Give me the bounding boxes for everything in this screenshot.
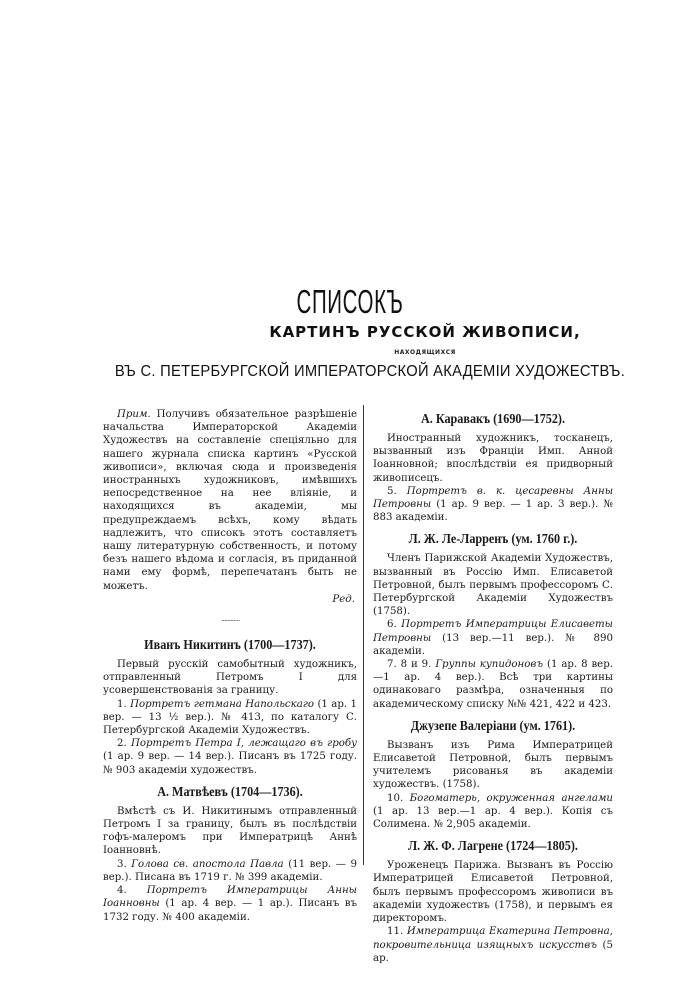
item-title: Портретъ гетмана Напольскаго xyxy=(130,698,315,710)
title-main: СПИСОКЪ xyxy=(296,283,404,320)
note-text: Получивъ обязательное разрѣшеніе начальства Императорской Академіи Художествъ на составленіе спеціяльно для нашего журнала списка картинъ «Русской живописи», включая сюда и произведенія иностранныхъ художниковъ, имѣвшихъ непосредственное на нее вліяніе, и находящихся въ академіи, мы предупреждаемъ всѣхъ, кому вѣдать надлежитъ, что списокъ этотъ составляетъ нашу литературную собственность, и потому безъ нашего вѣдома и согласія, въ приданной нами ему формѣ, перепечатанъ быть не можетъ. xyxy=(103,409,357,592)
item-text: (11 вер. — 9 вер.). Писана въ 1719 г. № 399 академіи. xyxy=(103,858,357,883)
section-heading: А. Каравакъ (1690—1752). xyxy=(420,411,566,426)
item-number: 10. xyxy=(387,792,404,804)
item-text: (1 ар. 9 вер. — 14 вер.). Писанъ въ 1725 году. № 903 академіи художествъ. xyxy=(103,751,357,776)
item-text: (1 ар. 8 вер. —1 ар. 4 вер.). Всѣ три картины одинаковаго размѣра, означенныя по академическому списку №№ 421, 422 и 423. xyxy=(373,659,613,710)
section-heading: Л. Ж. Ле-Ларренъ (ум. 1760 г.). xyxy=(408,531,578,547)
section-intro: Вмѣстѣ съ И. Никитинымъ отправленный Петромъ I за границу, былъ въ послѣдствіи гофъ-малеромъ при Императрицѣ Аннѣ Іоанновнѣ. xyxy=(103,805,357,857)
section-heading: А. Матвѣевъ (1704—1736). xyxy=(157,783,303,799)
item-text: (1 ар. 1 вер. — 13 ½ вер.). № 413, по каталогу С. Петербургской Академіи Художествъ. xyxy=(103,698,357,737)
catalog-item xyxy=(373,925,613,965)
item-text: (5 ар. xyxy=(373,939,613,964)
catalog-item xyxy=(373,792,613,832)
section-heading: Иванъ Никитинъ (1700—1737). xyxy=(144,637,316,653)
item-title: Портретъ Императрицы Анны Іоанновны xyxy=(103,885,357,910)
section-intro: Членъ Парижской Академіи Художествъ, вызванный въ Россію Имп. Елисаветой Петровной, былъ первымъ профессоромъ С. Петербургской Академіи Художествъ (1758). xyxy=(373,553,613,618)
catalog-item xyxy=(103,884,357,924)
item-number: 2. xyxy=(117,738,127,750)
item-text: (1 ар. 13 вер.—1 ар. 4 вер.). Копія съ Солимена. № 2,905 академіи. xyxy=(373,805,613,831)
column-divider xyxy=(363,405,364,865)
item-number: 7. 8 и 9. xyxy=(387,659,432,671)
catalog-item xyxy=(103,737,357,777)
item-number: 5. xyxy=(387,485,397,497)
item-text: (1 ар. 9 вер. — 1 ар. 3 вер.). № 883 академіи. xyxy=(373,499,613,524)
item-title: Богоматерь, окруженная ангелами xyxy=(409,792,613,804)
catalog-item xyxy=(373,618,613,658)
item-title: Портретъ Петра I, лежащаго въ гробу xyxy=(130,738,357,750)
title-subtitle: КАРТИНЪ РУССКОЙ ЖИВОПИСИ, xyxy=(269,323,581,341)
item-text: (13 вер.—11 вер.). № 890 академіи. xyxy=(373,632,613,657)
separator: ............ xyxy=(220,614,240,624)
item-number: 11. xyxy=(387,926,404,938)
item-title: Группы купидоновъ xyxy=(435,659,544,671)
left-column xyxy=(103,408,357,924)
section-heading: Л. Ж. Ф. Лагрене (1724—1805). xyxy=(408,838,578,854)
section-intro: Иностранный художникъ, тосканецъ, вызванный изъ Франціи Имп. Анной Іоанновной; впослѣдствіи ея придворный живописецъ. xyxy=(373,433,613,484)
item-number: 1. xyxy=(117,698,127,710)
catalog-item xyxy=(373,658,613,711)
catalog-item xyxy=(373,485,613,525)
section-intro: Первый русскій самобытный художникъ, отправленный Петромъ I для усовершенствованія за границу. xyxy=(103,659,357,697)
note-signature: Ред. xyxy=(332,593,355,605)
right-column xyxy=(373,410,613,965)
title-small: НАХОДЯЩИХСЯ xyxy=(394,349,456,356)
title-location: ВЪ С. ПЕТЕРБУРГСКОЙ ИМПЕРАТОРСКОЙ АКАДЕМІИ ХУДОЖЕСТВЪ. xyxy=(114,363,626,380)
item-title: Портретъ в. к. цесаревны Анны Петровны xyxy=(373,485,613,511)
editor-note xyxy=(103,408,357,593)
catalog-item xyxy=(103,698,357,738)
item-number: 4. xyxy=(117,885,127,897)
note-label: Прим. xyxy=(117,409,151,420)
catalog-item xyxy=(103,858,357,884)
section-intro: Уроженецъ Парижа. Вызванъ въ Россію Императрицей Елисаветой Петровной, былъ первымъ профессоромъ живописи въ академіи художествъ (1758), и первымъ ея директоромъ. xyxy=(373,860,613,925)
section-intro: Вызванъ изъ Рима Императрицей Елисаветой Петровной, былъ первымъ учителемъ рисованья въ академіи художествъ. (1758). xyxy=(373,739,613,791)
item-title: Голова св. апостола Павла xyxy=(131,858,284,870)
item-number: 6. xyxy=(387,619,397,631)
item-text: (1 ар. 4 вер. — 1 ар.). Писанъ въ 1732 году. № 400 академіи. xyxy=(103,898,357,923)
section-heading: Джузепе Валеріани (ум. 1761). xyxy=(410,717,576,733)
item-title: Императрица Екатерина Петровна, покровительница изящныхъ искусствъ xyxy=(373,926,613,951)
item-title: Портретъ Императрицы Елисаветы Петровны xyxy=(373,619,613,644)
title-block xyxy=(0,284,700,382)
item-number: 3. xyxy=(117,858,127,870)
